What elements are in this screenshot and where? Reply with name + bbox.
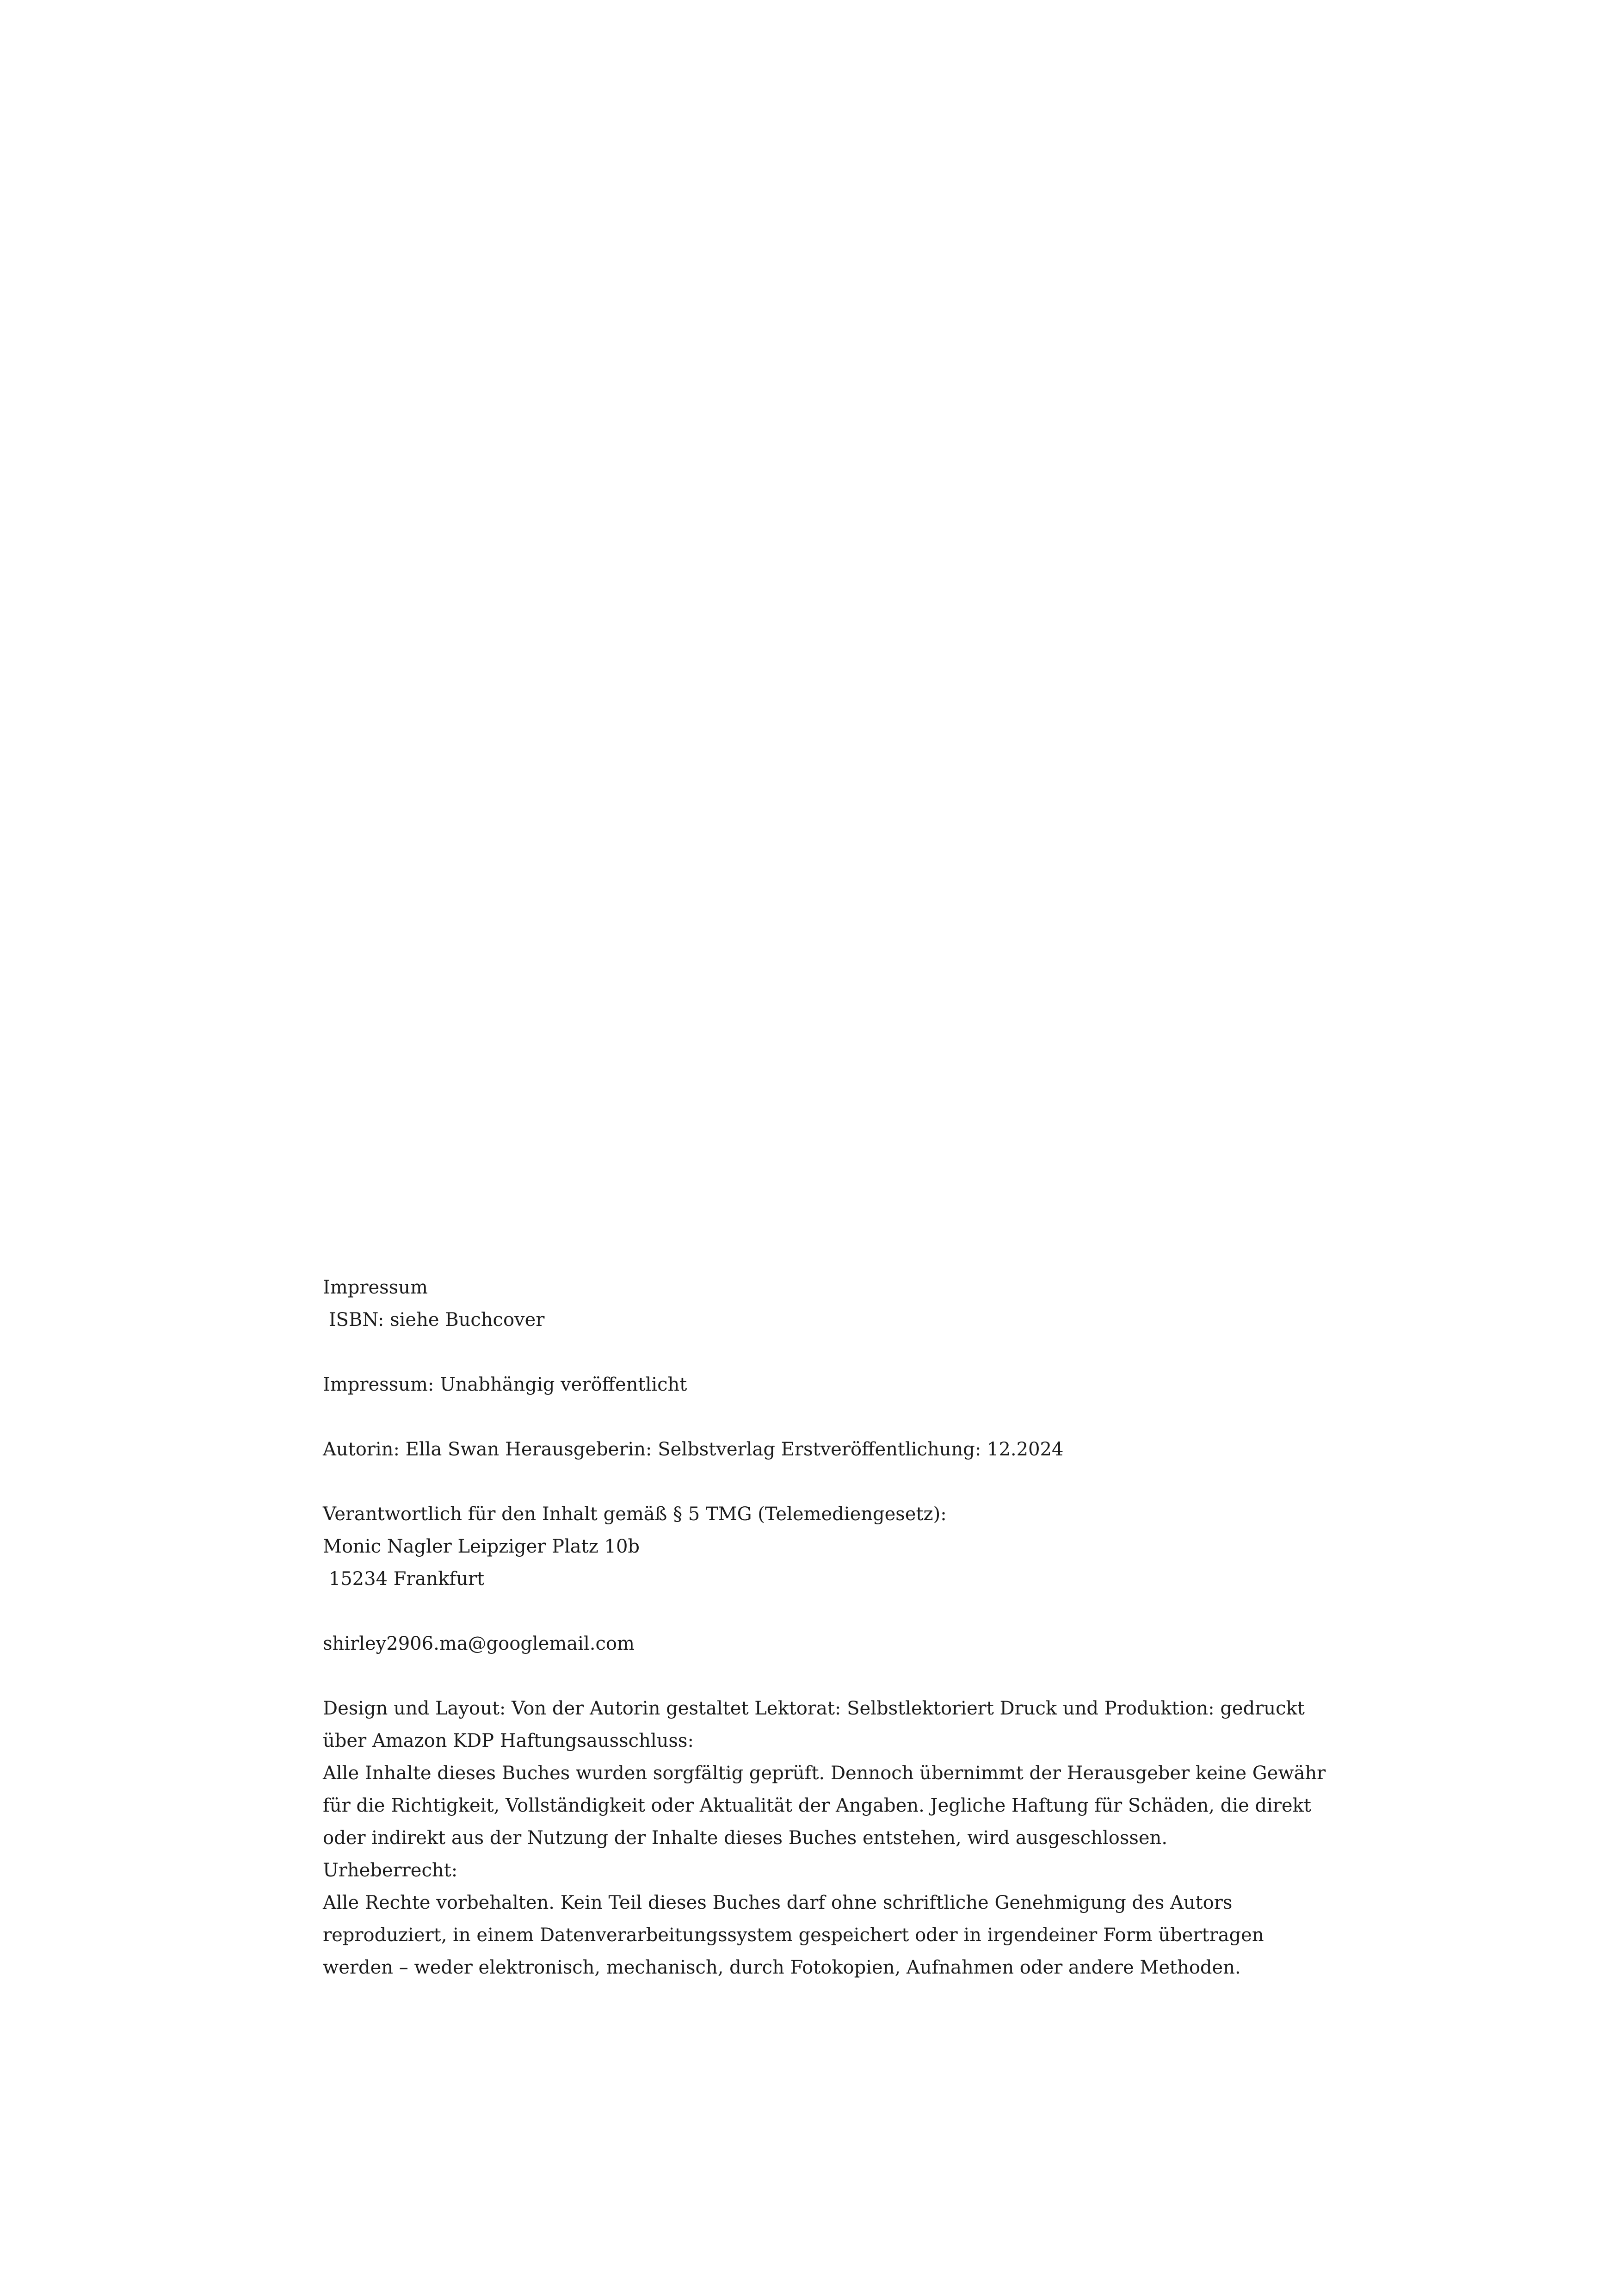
copyright-heading: Urheberrecht:: [323, 1860, 458, 1881]
address-line-2: 15234 Frankfurt: [323, 1568, 485, 1590]
spacer: [323, 1595, 1359, 1628]
disclaimer-paragraph: [323, 1757, 1359, 1854]
responsible-label: Verantwortlich für den Inhalt gemäß § 5 TMG (Telemediengesetz):: [323, 1504, 947, 1525]
copyright-line: Alle Rechte vorbehalten. Kein Teil dieses Buches darf ohne schriftliche Genehmigung des Autors: [323, 1892, 1233, 1913]
spacer: [323, 1336, 1359, 1368]
author-line: Autorin: Ella Swan Herausgeberin: Selbstverlag Erstveröffentlichung: 12.2024: [323, 1439, 1064, 1460]
publication-line: Impressum: Unabhängig veröffentlicht: [323, 1374, 687, 1395]
isbn-line: ISBN: siehe Buchcover: [323, 1309, 545, 1331]
spacer: [323, 1401, 1359, 1433]
imprint-block: [323, 1271, 1359, 1984]
disclaimer-line: Alle Inhalte dieses Buches wurden sorgfältig geprüft. Dennoch übernimmt der Herausgeber keine Gewähr: [323, 1763, 1326, 1784]
email-address: shirley2906.ma@googlemail.com: [323, 1633, 635, 1654]
copyright-line: reproduziert, in einem Datenverarbeitungssystem gespeichert oder in irgendeiner Form übertragen: [323, 1925, 1264, 1946]
copyright-paragraph: [323, 1887, 1359, 1984]
spacer: [323, 1466, 1359, 1498]
production-paragraph: [323, 1692, 1359, 1757]
disclaimer-line: für die Richtigkeit, Vollständigkeit oder Aktualität der Angaben. Jegliche Haftung für Schäden, die direkt: [323, 1795, 1311, 1816]
production-line: über Amazon KDP Haftungsausschluss:: [323, 1730, 694, 1751]
production-line: Design und Layout: Von der Autorin gestaltet Lektorat: Selbstlektoriert Druck und Produktion: gedruckt: [323, 1698, 1305, 1719]
address-line-1: Monic Nagler Leipziger Platz 10b: [323, 1536, 640, 1557]
copyright-line: werden – weder elektronisch, mechanisch, durch Fotokopien, Aufnahmen oder andere Methoden.: [323, 1957, 1241, 1978]
imprint-heading: Impressum: [323, 1277, 428, 1298]
disclaimer-line: oder indirekt aus der Nutzung der Inhalte dieses Buches entstehen, wird ausgeschlossen.: [323, 1827, 1168, 1849]
spacer: [323, 1660, 1359, 1692]
